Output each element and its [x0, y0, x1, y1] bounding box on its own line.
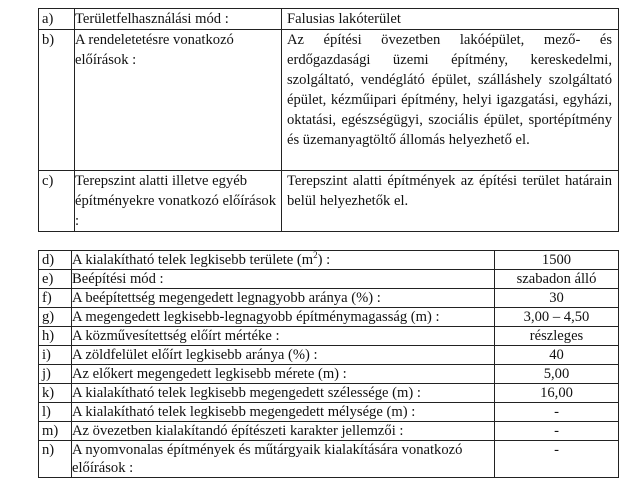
row-letter: k): [39, 384, 72, 403]
row-letter: d): [39, 251, 72, 270]
table-row: [39, 9, 619, 30]
row-label: Területfelhasználási mód :: [75, 9, 282, 30]
row-letter: e): [39, 270, 72, 289]
row-label: Az előkert megengedett legkisebb mérete (m) :: [72, 365, 495, 384]
row-letter: f): [39, 289, 72, 308]
row-letter: n): [39, 441, 72, 478]
table-row: [39, 441, 619, 478]
row-value: 5,00: [495, 365, 619, 384]
row-letter: h): [39, 327, 72, 346]
row-label: A zöldfelület előírt legkisebb aránya (%) :: [72, 346, 495, 365]
table-row: [39, 270, 619, 289]
row-label: A kialakítható telek legkisebb megengedett szélessége (m) :: [72, 384, 495, 403]
row-label: A rendeletetésre vonatkozó előírások :: [75, 30, 282, 171]
table-row: [39, 384, 619, 403]
row-value: Falusias lakóterület: [282, 9, 619, 30]
table-row: [39, 403, 619, 422]
row-value: 1500: [495, 251, 619, 270]
row-label: Beépítési mód :: [72, 270, 495, 289]
row-letter: l): [39, 403, 72, 422]
row-value: -: [495, 403, 619, 422]
row-letter: j): [39, 365, 72, 384]
table-row: [39, 365, 619, 384]
table-row: [39, 327, 619, 346]
table-row: [39, 289, 619, 308]
row-value: 40: [495, 346, 619, 365]
row-value: -: [495, 441, 619, 478]
table-row: [39, 346, 619, 365]
table-row: [39, 308, 619, 327]
row-value: -: [495, 422, 619, 441]
general-rules-table: [38, 8, 619, 232]
table-row: [39, 251, 619, 270]
row-value: szabadon álló: [495, 270, 619, 289]
row-value: Terepszint alatti építmények az építési terület határain belül helyezhetők el.: [282, 171, 619, 232]
row-letter: a): [39, 9, 75, 30]
row-letter: g): [39, 308, 72, 327]
row-value: 16,00: [495, 384, 619, 403]
row-label: A kialakítható telek legkisebb megengedett mélysége (m) :: [72, 403, 495, 422]
row-label-sup: 2: [313, 250, 318, 261]
table-row: [39, 171, 619, 232]
row-label: Az övezetben kialakítandó építészeti karakter jellemzői :: [72, 422, 495, 441]
row-label-main: A kialakítható telek legkisebb területe (m: [72, 252, 314, 268]
row-label: A nyomvonalas építmények és műtárgyaik kialakítására vonatkozó előírások :: [72, 441, 495, 478]
row-value: 3,00 – 4,50: [495, 308, 619, 327]
row-letter: m): [39, 422, 72, 441]
row-label: Terepszint alatti illetve egyéb építményekre vonatkozó előírások :: [75, 171, 282, 232]
row-value: részleges: [495, 327, 619, 346]
row-label-end: ) :: [317, 252, 331, 268]
table-row: [39, 422, 619, 441]
row-letter: b): [39, 30, 75, 171]
row-label: A beépítettség megengedett legnagyobb aránya (%) :: [72, 289, 495, 308]
row-letter: i): [39, 346, 72, 365]
row-value: Az építési övezetben lakóépület, mező- és erdőgazdasági üzemi építmény, kereskedelmi, szolgáltató, vendéglátó épület, szálláshely szolgáltató épület, kézműipari építmény, helyi igazgatási, egyházi, oktatási, egészségügyi, szociális épület, sportépítmény és üzemanyagtöltő állomás helyezhető el.: [282, 30, 619, 171]
row-letter: c): [39, 171, 75, 232]
row-label: A közművesítettség előírt mértéke :: [72, 327, 495, 346]
row-label: A megengedett legkisebb-legnagyobb építménymagasság (m) :: [72, 308, 495, 327]
table-row: [39, 30, 619, 171]
parameters-table: [38, 250, 619, 478]
row-label: [72, 251, 495, 270]
row-value: 30: [495, 289, 619, 308]
